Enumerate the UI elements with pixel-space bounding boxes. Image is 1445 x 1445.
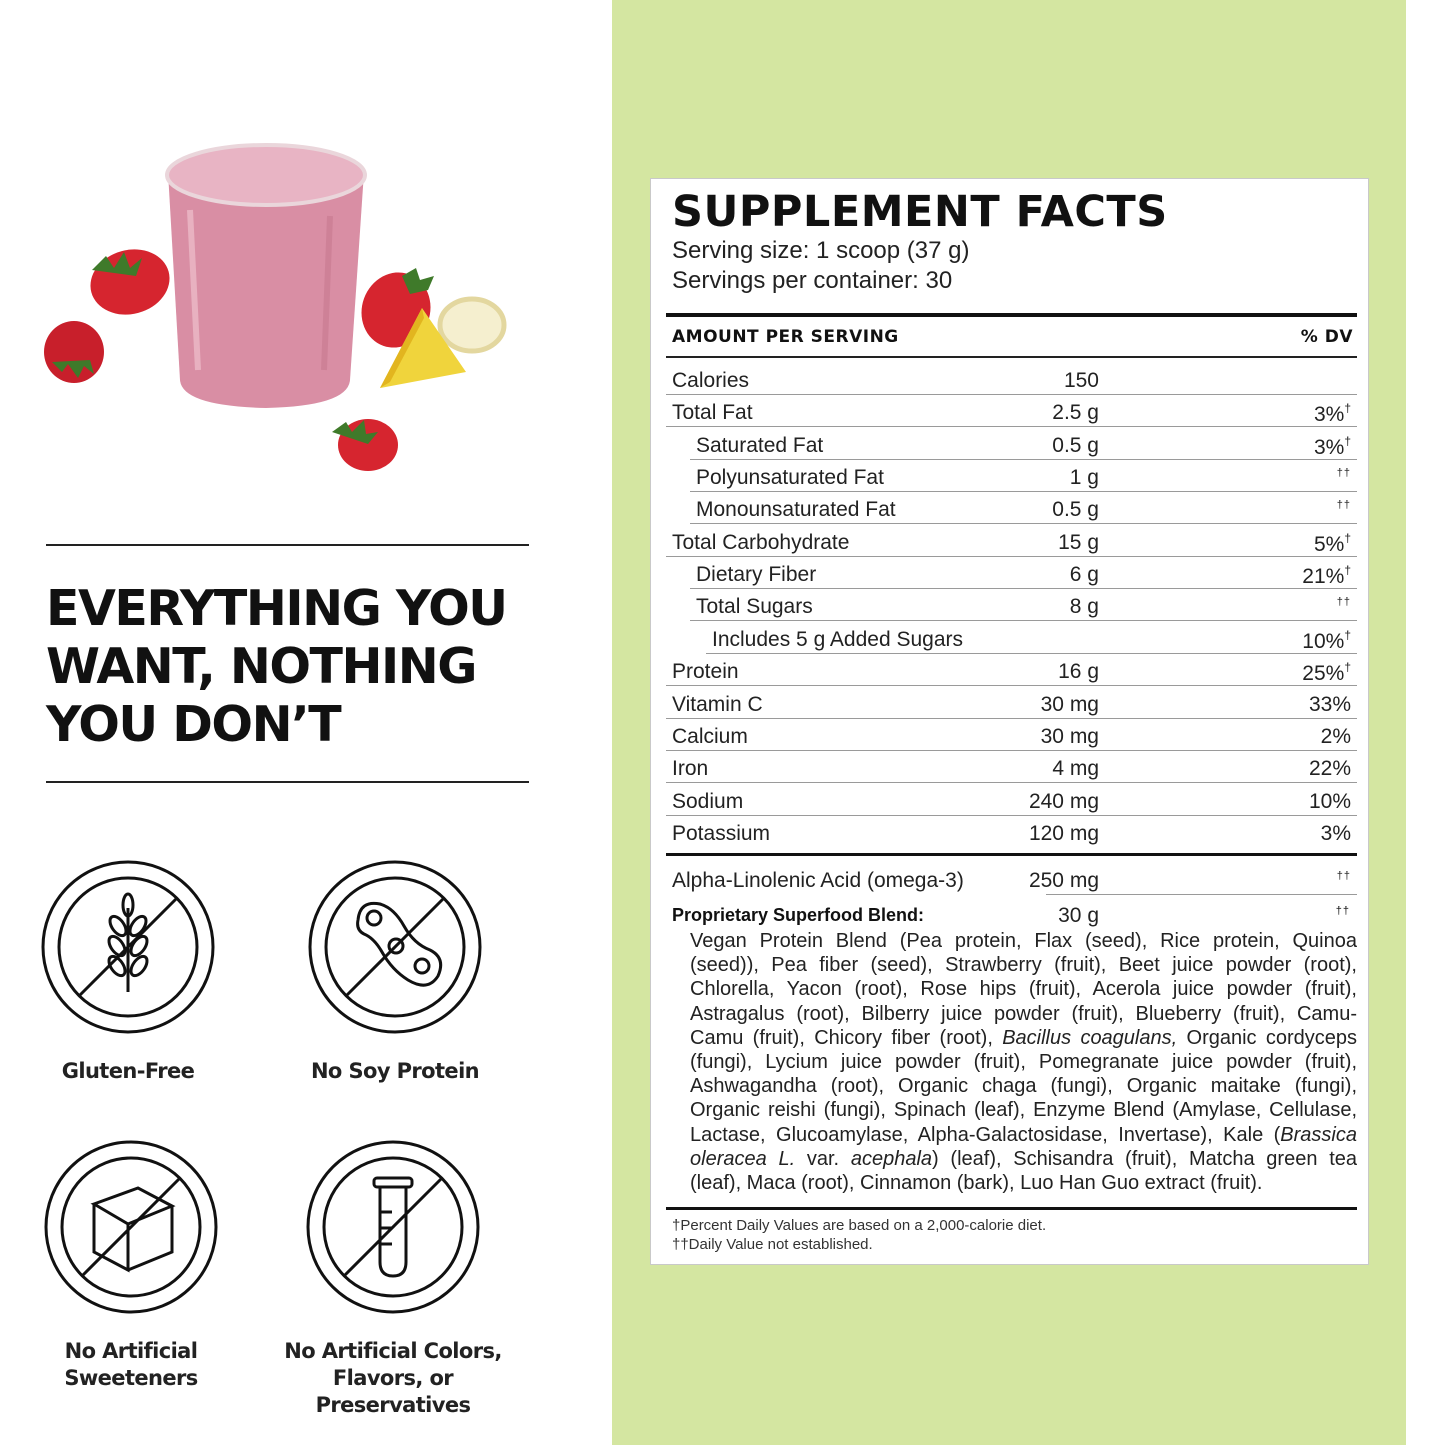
facts-title: SUPPLEMENT FACTS [672, 187, 1168, 237]
nutrient-row [666, 719, 1357, 751]
strawberry-left-top [83, 241, 177, 324]
badge-label: No Artificial Sweeteners [64, 1339, 198, 1390]
nutrient-amount: 2.5 g [1052, 401, 1099, 425]
dv-footnote-mark: † [1344, 401, 1351, 416]
nutrient-row [666, 395, 1357, 427]
nutrient-dv [1302, 563, 1351, 589]
dv-value: 22% [1308, 757, 1351, 781]
badge-label: Gluten-Free [61, 1059, 195, 1083]
nutrient-row [666, 589, 1357, 621]
nutrient-row [666, 428, 1357, 460]
dv-header: % DV [1300, 327, 1353, 347]
facts-rule-middle [666, 853, 1357, 856]
dv-value: 3% [1313, 403, 1345, 427]
amount-header: AMOUNT PER SERVING [672, 327, 899, 347]
dv-value: 33% [1308, 692, 1351, 716]
nutrient-dv [1321, 725, 1351, 749]
nutrient-row [666, 751, 1357, 783]
nutrient-dv [1302, 628, 1351, 654]
nutrient-dv [1309, 790, 1351, 814]
nutrient-row [666, 784, 1357, 816]
nutrient-amount: 120 mg [1028, 821, 1099, 845]
nutrient-dv [1309, 693, 1351, 717]
badge-label: No Soy Protein [310, 1059, 480, 1083]
nutrient-name: Includes 5 g Added Sugars [712, 627, 964, 651]
no-sugar-cube-icon [44, 1140, 218, 1314]
badge-no-artificial-colors [258, 1140, 528, 1419]
nutrient-dv [1337, 869, 1351, 893]
headline-top-rule [46, 544, 529, 546]
nutrient-name: Potassium [672, 821, 771, 845]
no-soy-icon [308, 860, 482, 1034]
dv-footnote-mark: † [1344, 433, 1351, 448]
nutrient-name: Vitamin C [672, 692, 763, 716]
blend-text-part: var. [795, 1147, 851, 1170]
no-wheat-icon [41, 860, 215, 1034]
dv-value: 25% [1302, 662, 1345, 686]
dv-value: 2% [1320, 724, 1351, 748]
servings-per-container: Servings per container: 30 [672, 267, 953, 294]
headline: EVERYTHING YOU WANT, NOTHING YOU DON’T [46, 580, 507, 753]
nutrient-name: Calories [672, 369, 750, 392]
nutrient-amount: 0.5 g [1052, 433, 1099, 457]
nutrient-amount: 250 mg [1028, 869, 1099, 892]
blend-italic-part: Brassica oleracea L. [690, 1123, 1357, 1170]
dv-value: 21% [1302, 565, 1345, 589]
no-test-tube-icon [306, 1140, 480, 1314]
nutrient-row [666, 525, 1357, 557]
blend-dv [1336, 905, 1350, 927]
footnote-percent-dv: †Percent Daily Values are based on a 2,000-calorie diet. [672, 1217, 1047, 1234]
blend-text-part: ) (leaf), Schisandra (fruit), Matcha green tea (leaf), Maca (root), Cinnamon (bark), Luo Han Guo extract (fruit). [690, 1147, 1357, 1195]
dv-footnote-mark: †† [1336, 499, 1351, 512]
facts-rule-bottom [666, 1207, 1357, 1210]
nutrient-dv [1337, 595, 1351, 619]
nutrient-row [666, 816, 1357, 848]
nutrient-amount: 6 g [1069, 563, 1099, 587]
headline-bottom-rule [46, 781, 529, 783]
blend-amount: 30 g [1058, 904, 1099, 927]
nutrient-row [666, 460, 1357, 492]
dv-footnote-mark: †† [1336, 870, 1351, 882]
nutrient-row [666, 363, 1357, 395]
blend-text-part: Vegan Protein Blend (Pea protein, Flax (seed), Rice protein, Quinoa (seed)), Pea fiber (seed), Strawberry (fruit), Beet juice powder (root), Chlorella, Yacon (root), Rose hips (fruit), Acerola juice powder (fruit), Astragalus (root), Bilberry juice powder (fruit), Blueberry (fruit), Camu-Camu (fruit), Chicory fiber (root), [690, 930, 1357, 1049]
strawberry-left-bottom [44, 321, 104, 383]
badge-gluten-free [0, 860, 263, 1085]
supplement-facts-panel [650, 178, 1369, 1265]
facts-rule-header [666, 356, 1357, 358]
nutrient-name: Sodium [672, 789, 744, 813]
nutrient-name: Monounsaturated Fat [696, 498, 896, 522]
row-separator [1046, 894, 1357, 895]
nutrient-dv [1321, 822, 1351, 846]
nutrient-amount: 150 [1063, 369, 1099, 392]
nutrient-dv [1314, 401, 1351, 427]
dv-footnote-mark: †† [1335, 905, 1350, 917]
serving-size: Serving size: 1 scoop (37 g) [672, 237, 970, 264]
left-panel [0, 0, 612, 1445]
nutrient-name: Polyunsaturated Fat [696, 466, 884, 490]
dv-footnote-mark: †† [1336, 596, 1351, 609]
nutrient-name: Total Fat [672, 401, 753, 425]
badge-no-artificial-sweeteners [0, 1140, 266, 1392]
smoothie-glass [167, 145, 365, 408]
dv-footnote-mark: † [1344, 530, 1351, 545]
blend-italic-part: acephala [850, 1147, 933, 1170]
badge-label: No Artificial Colors, Flavors, or Preservatives [284, 1339, 502, 1417]
footnote-not-established: ††Daily Value not established. [672, 1236, 873, 1253]
nutrient-amount: 30 mg [1040, 724, 1099, 748]
nutrient-row [666, 687, 1357, 719]
nutrient-name: Calcium [672, 724, 748, 748]
blend-italic-part: Bacillus coagulans, [1002, 1026, 1178, 1049]
nutrient-amount: 8 g [1069, 595, 1099, 619]
nutrient-row [666, 654, 1357, 686]
nutrient-row [666, 557, 1357, 589]
nutrient-dv [1314, 434, 1351, 460]
dv-value: 3% [1313, 435, 1345, 459]
dv-footnote-mark: † [1344, 563, 1351, 578]
facts-rule-top [666, 313, 1357, 317]
banana-slice [440, 299, 504, 351]
blend-text-part: Organic cordyceps (fungi), Lycium juice powder (fruit), Pomegranate juice powder (fruit), Ashwagandha (root), Organic chaga (fungi), Organic maitake (fungi), Organic reishi (fungi), Spinach (leaf), Enzyme Blend (Amylase, Cellulase, Lactase, Glucoamylase, Alpha-Galactosidase, Invertase), Kale ( [690, 1026, 1358, 1146]
nutrient-name: Total Sugars [696, 595, 813, 619]
nutrient-row-omega [666, 863, 1357, 895]
nutrient-name: Protein [672, 660, 739, 684]
right-margin [1406, 0, 1445, 1445]
nutrient-row [666, 492, 1357, 524]
nutrient-amount: 240 mg [1028, 789, 1099, 813]
nutrient-amount: 1 g [1069, 466, 1099, 490]
nutrient-amount: 30 mg [1040, 692, 1099, 716]
nutrient-amount: 4 mg [1052, 757, 1099, 781]
nutrient-name: Alpha-Linolenic Acid (omega-3) [672, 869, 964, 892]
nutrient-dv [1337, 466, 1351, 490]
smoothie-photo [30, 120, 530, 490]
blend-title: Proprietary Superfood Blend: [672, 905, 925, 925]
dv-footnote-mark: †† [1336, 467, 1351, 480]
nutrient-dv [1309, 757, 1351, 781]
nutrient-name: Total Carbohydrate [672, 530, 850, 554]
badge-no-soy [260, 860, 530, 1085]
nutrient-dv [1337, 498, 1351, 522]
strawberry-bottom [332, 419, 398, 471]
nutrient-amount: 16 g [1058, 660, 1099, 684]
nutrient-row [666, 622, 1357, 654]
nutrient-name: Dietary Fiber [696, 563, 817, 587]
nutrient-amount: 0.5 g [1052, 498, 1099, 522]
nutrient-amount: 15 g [1058, 530, 1099, 554]
dv-footnote-mark: † [1344, 660, 1351, 675]
dv-footnote-mark: † [1344, 627, 1351, 642]
dv-value: 10% [1308, 789, 1351, 813]
dv-value: 3% [1320, 821, 1351, 845]
nutrient-name: Iron [672, 757, 709, 781]
nutrient-dv [1314, 531, 1351, 557]
dv-value: 5% [1313, 532, 1345, 556]
dv-value: 10% [1302, 629, 1345, 653]
nutrient-name: Saturated Fat [696, 433, 824, 457]
blend-ingredients [690, 929, 1357, 1195]
nutrient-dv [1302, 660, 1351, 686]
